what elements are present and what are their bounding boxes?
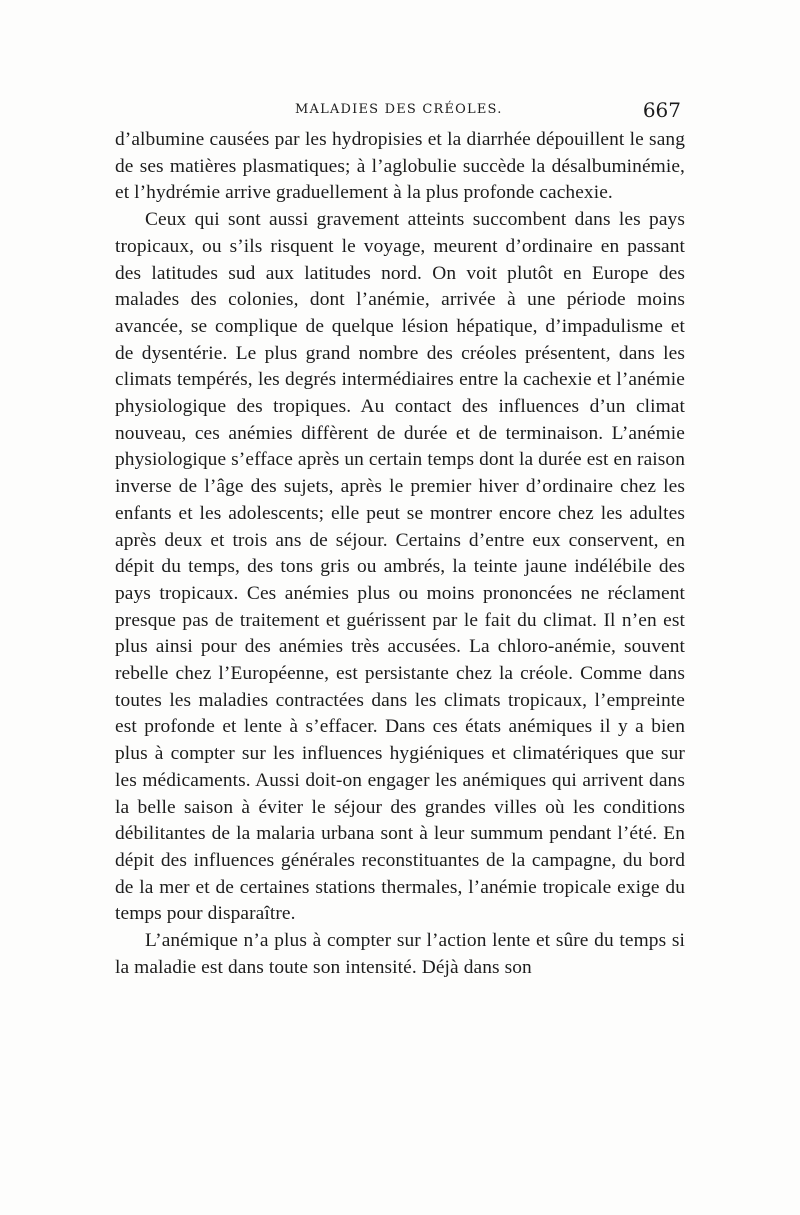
body-text — [115, 127, 685, 982]
page-number: 667 — [642, 98, 681, 122]
paragraph-anemic-intensity: L’anémique n’a plus à compter sur l’action lente et sûre du temps si la maladie est dans toute son intensité. Déjà dans son — [115, 930, 685, 978]
paragraph-anemia-course: Ceux qui sont aussi gravement atteints succombent dans les pays tropicaux, ou s’ils risquent le voyage, meurent d’ordinaire en passant des latitudes sud aux latitudes nord. On voit plutôt en Europe des malades des colonies, dont l’anémie, arrivée à une période moins avancée, se complique de quelque lésion hépatique, d’impadulisme et de dysentérie. Le plus grand nombre des créoles présentent, dans les climats tempérés, les degrés intermédiaires entre la cachexie et l’anémie physiologique des tropiques. Au contact des influences d’un climat nouveau, ces anémies diffèrent de durée et de terminaison. L’anémie physiologique s’efface après un certain temps dont la durée est en raison inverse de l’âge des sujets, après le premier hiver d’ordinaire chez les enfants et les adolescents; elle peut se montrer encore chez les adultes après deux et trois ans de séjour. Certains d’entre eux conservent, en dépit du temps, des tons gris ou ambrés, la teinte jaune indélébile des pays tropicaux. Ces anémies plus ou moins prononcées ne réclament presque pas de traitement et guérissent par le fait du climat. Il n’en est plus ainsi pour des anémies très accusées. La chloro-anémie, souvent rebelle chez l’Européenne, est persistante chez la créole. Comme dans toutes les maladies contractées dans les climats tropicaux, l’empreinte est profonde et lente à s’effacer. Dans ces états anémiques il y a bien plus à compter sur les influences hygiéniques et climatériques que sur les médicaments. Aussi doit-on engager les anémiques qui arrivent dans la belle saison à éviter le séjour des grandes villes où les conditions débilitantes de la malaria urbana sont à leur summum pendant l’été. En dépit des influences générales reconstituantes de la campagne, du bord de la mer et de certaines stations thermales, l’anémie tropicale exige du temps pour disparaître. — [115, 209, 685, 925]
running-head — [115, 98, 685, 128]
paragraph-continuation: d’albumine causées par les hydropisies et la diarrhée dépouillent le sang de ses matières plasmatiques; à l’aglobulie succède la désalbuminémie, et l’hydrémie arrive graduellement à la plus profonde cachexie. — [115, 129, 685, 204]
running-title: MALADIES DES CRÉOLES. — [295, 102, 503, 117]
